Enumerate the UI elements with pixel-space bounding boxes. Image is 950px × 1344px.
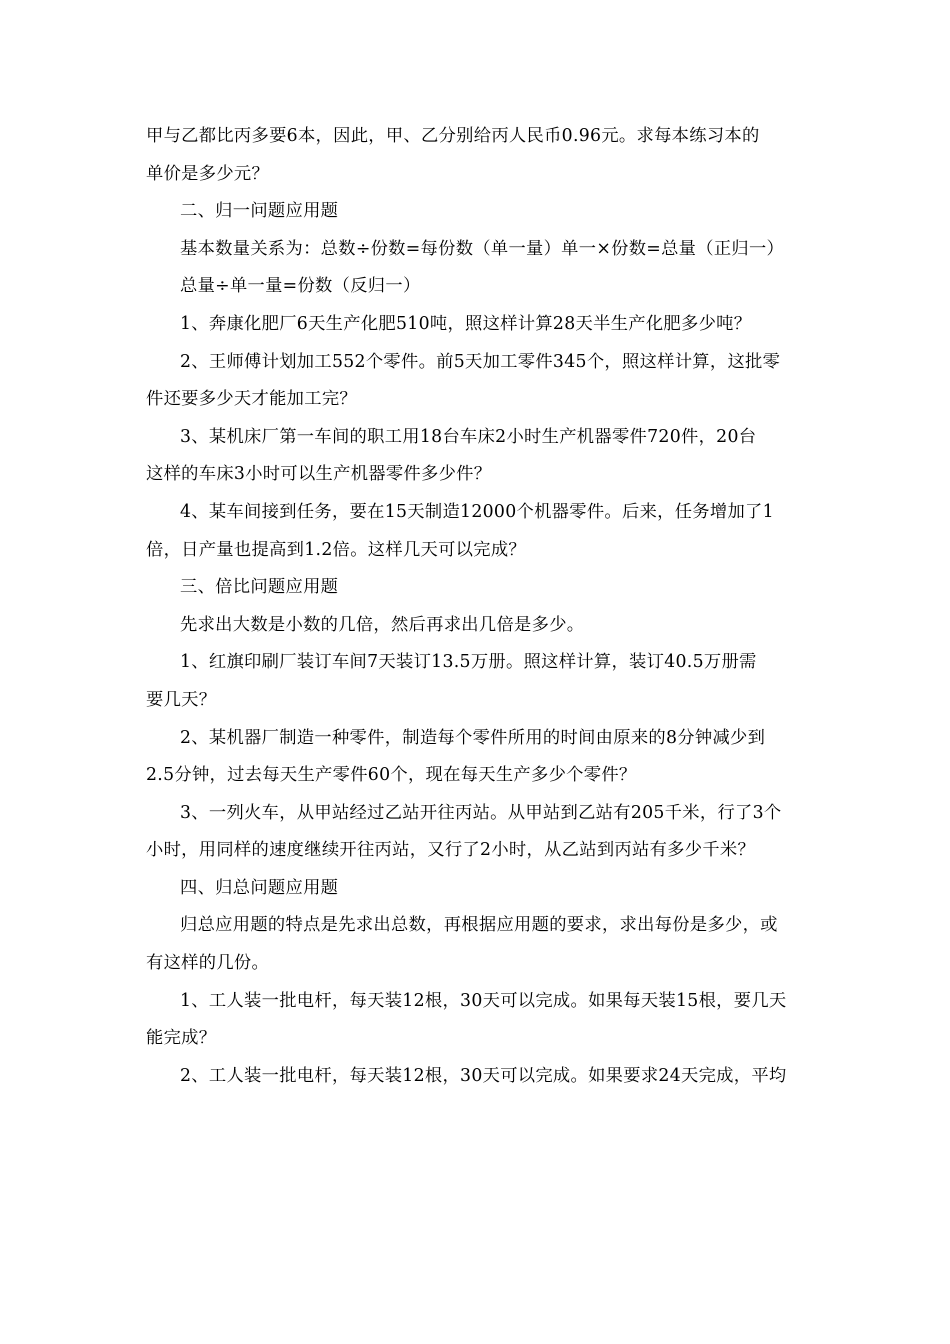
text-line: 4、某车间接到任务，要在15天制造12000个机器零件。后来，任务增加了1 xyxy=(180,501,774,522)
text-line: 1、红旗印刷厂装订车间7天装订13.5万册。照这样计算，装订40.5万册需 xyxy=(180,652,757,673)
text-line: 3、一列火车，从甲站经过乙站开往丙站。从甲站到乙站有205千米，行了3个 xyxy=(180,802,782,823)
text-line: 2、工人装一批电杆，每天装12根，30天可以完成。如果要求24天完成，平均 xyxy=(180,1065,787,1086)
text-line: 三、倍比问题应用题 xyxy=(180,577,339,598)
text-line: 2.5分钟，过去每天生产零件60个，现在每天生产多少个零件？ xyxy=(146,765,637,786)
text-line: 2、某机器厂制造一种零件，制造每个零件所用的时间由原来的8分钟减少到 xyxy=(180,727,766,748)
text-line: 二、归一问题应用题 xyxy=(180,201,339,222)
text-line: 能完成？ xyxy=(146,1028,217,1049)
text-line: 甲与乙都比丙多要6本，因此，甲、乙分别给丙人民币0.96元。求每本练习本的 xyxy=(146,126,760,146)
text-line: 有这样的几份。 xyxy=(146,953,270,974)
text-line: 件还要多少天才能加工完？ xyxy=(146,389,357,410)
text-line: 先求出大数是小数的几倍，然后再求出几倍是多少。 xyxy=(180,614,585,635)
text-line: 倍，日产量也提高到1.2倍。这样几天可以完成？ xyxy=(146,539,527,560)
text-line: 基本数量关系为：总数÷份数=每份数（单一量）单一×份数=总量（正归一） xyxy=(180,238,785,259)
text-line: 3、某机床厂第一车间的职工用18台车床2小时生产机器零件720件，20台 xyxy=(180,426,757,447)
text-line: 要几天？ xyxy=(146,689,217,710)
text-line: 小时，用同样的速度继续开往丙站，又行了2小时，从乙站到丙站有多少千米？ xyxy=(146,840,756,861)
document-body xyxy=(146,118,810,1095)
text-line: 四、归总问题应用题 xyxy=(180,877,339,898)
text-line: 2、王师傅计划加工552个零件。前5天加工零件345个，照这样计算，这批零 xyxy=(180,351,781,372)
text-line: 这样的车床3小时可以生产机器零件多少件？ xyxy=(146,464,492,485)
text-line: 1、奔康化肥厂6天生产化肥510吨，照这样计算28天半生产化肥多少吨？ xyxy=(180,313,752,334)
text-line: 1、工人装一批电杆，每天装12根，30天可以完成。如果每天装15根，要几天 xyxy=(180,990,787,1011)
text-line: 归总应用题的特点是先求出总数，再根据应用题的要求，求出每份是多少，或 xyxy=(180,915,778,936)
text-line: 总量÷单一量=份数（反归一） xyxy=(180,276,421,297)
text-line: 单价是多少元？ xyxy=(146,163,270,184)
